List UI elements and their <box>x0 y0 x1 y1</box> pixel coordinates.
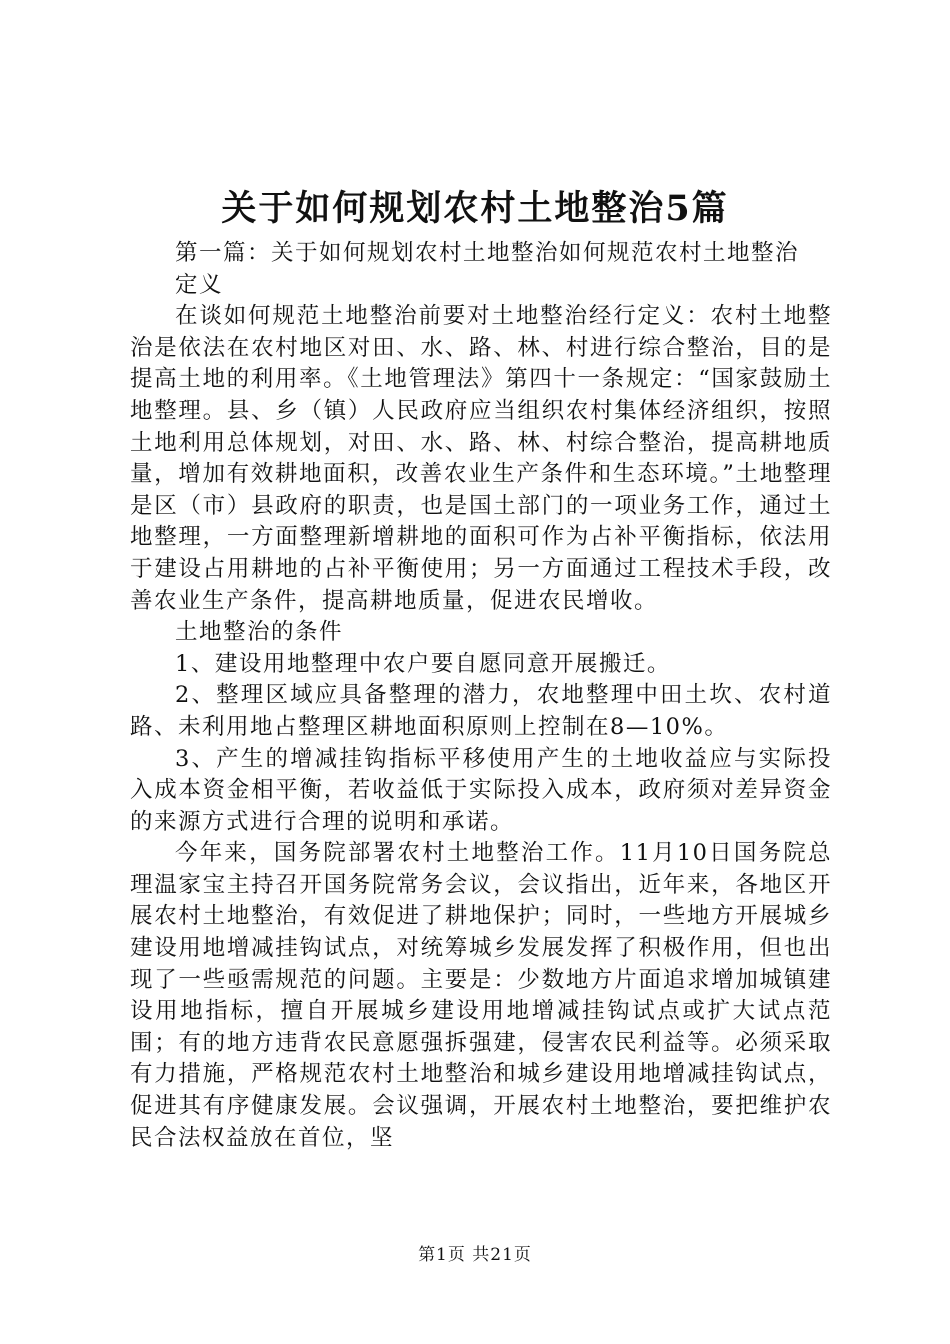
document-body <box>130 238 832 1154</box>
document-title: 关于如何规划农村土地整治5篇 <box>221 188 729 229</box>
paragraph-subheading-conditions: 土地整治的条件 <box>175 619 344 646</box>
paragraph-definition: 在谈如何规范土地整治前要对土地整治经行定义：农村土地整治是依法在农村地区对田、水、路、林、村进行综合整治，目的是提高土地的利用率。《土地管理法》第四十一条规定：“国家鼓励土地整理。县、乡（镇）人民政府应当组织农村集体经济组织，按照土地利用总体规划，对田、水、路、林、村综合整治，提高耕地质量，增加有效耕地面积，改善农业生产条件和生态环境。”土地整理是区（市）县政府的职责，也是国土部门的一项业务工作，通过土地整理，一方面整理新增耕地的面积可作为占补平衡指标，依法用于建设占用耕地的占补平衡使用；另一方面通过工程技术手段，改善农业生产条件，提高耕地质量，促进农民增收。 <box>130 303 832 614</box>
paragraph-condition-2: 2、整理区域应具备整理的潜力，农地整理中田土坎、农村道路、未利用地占整理区耕地面积原则上控制在8—10%。 <box>130 682 832 740</box>
paragraph-condition-3: 3、产生的增减挂钩指标平移使用产生的土地收益应与实际投入成本资金相平衡，若收益低于实际投入成本，政府须对差异资金的来源方式进行合理的说明和承诺。 <box>130 745 832 835</box>
paragraph-heading: 第一篇：关于如何规划农村土地整治如何规范农村土地整治 <box>175 240 800 266</box>
page-footer: 第1页 共21页 <box>418 1245 532 1265</box>
paragraph-state-council: 今年来，国务院部署农村土地整治工作。11月10日国务院总理温家宝主持召开国务院常务会议，会议指出，近年来，各地区开展农村土地整治，有效促进了耕地保护；同时，一些地方开展城乡建设用地增减挂钩试点，对统筹城乡发展发挥了积极作用，但也出现了一些亟需规范的问题。主要是：少数地方片面追求增加城镇建设用地指标，擅自开展城乡建设用地增减挂钩试点或扩大试点范围；有的地方违背农民意愿强拆强建，侵害农民利益等。必须采取有力措施，严格规范农村土地整治和城乡建设用地增减挂钩试点，促进其有序健康发展。会议强调，开展农村土地整治，要把维护农民合法权益放在首位，坚 <box>130 840 832 1151</box>
paragraph-subheading-definition: 定义 <box>175 271 224 298</box>
paragraph-condition-1: 1、建设用地整理中农户要自愿同意开展搬迁。 <box>175 650 671 677</box>
